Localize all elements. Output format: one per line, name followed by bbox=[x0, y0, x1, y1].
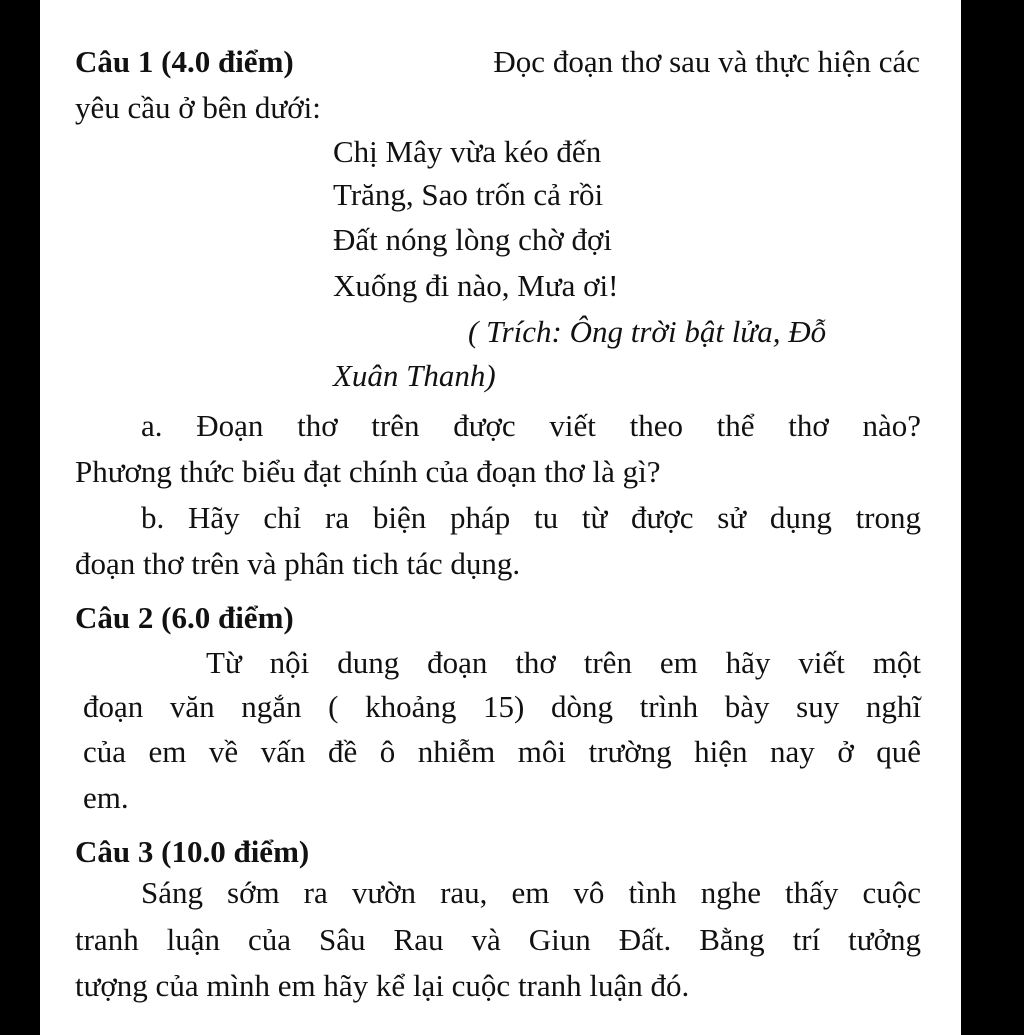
poem-source-line-2: Xuân Thanh) bbox=[333, 358, 496, 393]
poem-line-2: Trăng, Sao trốn cả rồi bbox=[333, 177, 604, 212]
question-2-line-1: Từ nội dung đoạn thơ trên em hãy viết một bbox=[206, 645, 921, 680]
question-1a-line-2: Phương thức biểu đạt chính của đoạn thơ là gì? bbox=[75, 454, 661, 489]
exam-page bbox=[40, 0, 961, 1035]
question-1a-line-1: a. Đoạn thơ trên được viết theo thể thơ nào? bbox=[141, 408, 921, 443]
question-3-line-3: tượng của mình em hãy kể lại cuộc tranh luận đó. bbox=[75, 968, 690, 1003]
poem-line-4: Xuống đi nào, Mưa ơi! bbox=[333, 268, 619, 303]
question-1b-line-2: đoạn thơ trên và phân tich tác dụng. bbox=[75, 546, 521, 581]
question-1-intro-line-2: yêu cầu ở bên dưới: bbox=[75, 90, 321, 125]
question-2-line-2: đoạn văn ngắn ( khoảng 15) dòng trình bày suy nghĩ bbox=[83, 689, 921, 724]
poem-source-line-1: ( Trích: Ông trời bật lửa, Đỗ bbox=[468, 314, 827, 349]
question-1-heading: Câu 1 (4.0 điểm) bbox=[75, 44, 294, 79]
question-3-line-2: tranh luận của Sâu Rau và Giun Đất. Bằng trí tưởng bbox=[75, 922, 921, 957]
question-3-heading: Câu 3 (10.0 điểm) bbox=[75, 834, 310, 869]
question-2-heading: Câu 2 (6.0 điểm) bbox=[75, 600, 294, 635]
poem-line-3: Đất nóng lòng chờ đợi bbox=[333, 222, 613, 257]
question-3-line-1: Sáng sớm ra vườn rau, em vô tình nghe thấy cuộc bbox=[141, 875, 921, 910]
question-1-intro-line-1 bbox=[75, 42, 920, 82]
question-2-line-4: em. bbox=[83, 780, 129, 815]
question-2-line-3: của em về vấn đề ô nhiễm môi trường hiện nay ở quê bbox=[83, 734, 921, 769]
question-1-intro: Đọc đoạn thơ sau và thực hiện các bbox=[493, 44, 920, 79]
question-1b-line-1: b. Hãy chỉ ra biện pháp tu từ được sử dụng trong bbox=[141, 500, 921, 535]
poem-line-1: Chị Mây vừa kéo đến bbox=[333, 134, 602, 169]
